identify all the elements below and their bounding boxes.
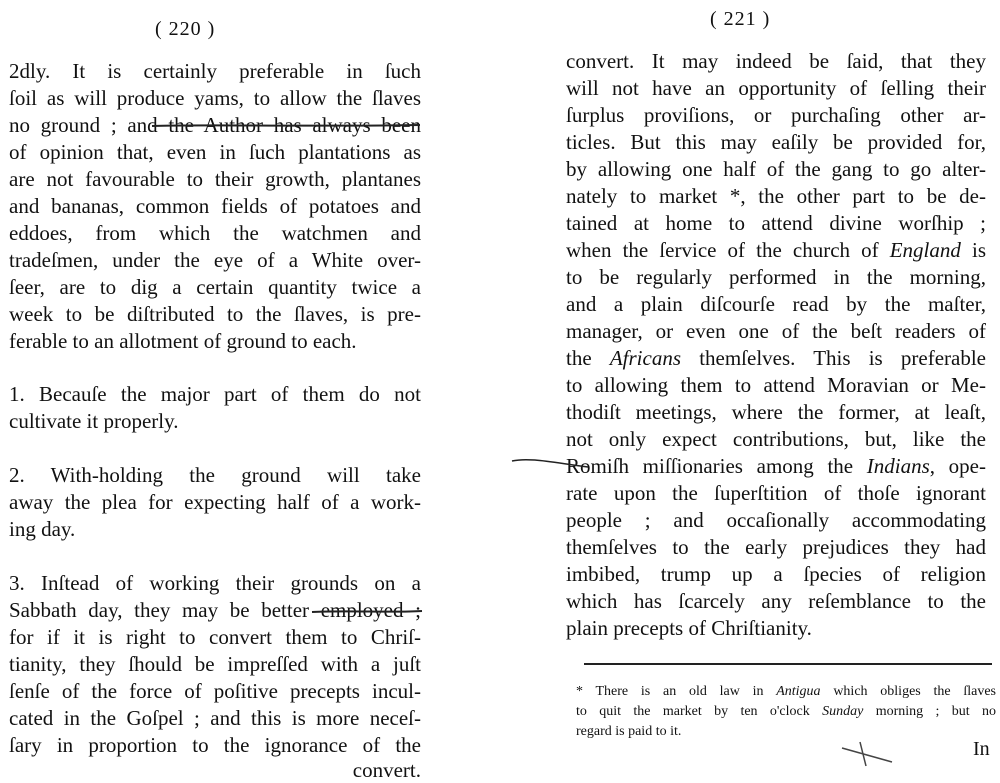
text-line: and a plain diſcourſe read by the maſter,	[566, 292, 986, 316]
text-line: ſary in proportion to the ignorance of the	[9, 733, 421, 757]
strikethrough-mark	[150, 112, 425, 138]
text-line: away the plea for expecting half of a work-	[9, 490, 421, 514]
text-line: of opinion that, even in ſuch plantations as	[9, 140, 421, 164]
text-line: themſelves to the early prejudices they had	[566, 535, 986, 559]
text-line: imbibed, trump up a ſpecies of religion	[566, 562, 986, 586]
text-line: ing day.	[9, 517, 76, 541]
text-line: ſurplus proviſions, or purchaſing other ar-	[566, 103, 986, 127]
text-line: ſenſe of the force of poſitive precepts incul-	[9, 679, 421, 703]
text-line: rate upon the ſuperſtition of thoſe ignorant	[566, 481, 986, 505]
text-line: manager, or even one of the beſt readers of	[566, 319, 986, 343]
text-line: are not favourable to their growth, plantanes	[9, 167, 421, 191]
text-line: to be regularly performed in the morning,	[566, 265, 986, 289]
text-line: 1. Becauſe the major part of them do not	[9, 382, 421, 406]
text-line: tianity, they ſhould be impreſſed with a juſt	[9, 652, 421, 676]
text-line: tained at home to attend divine worſhip ;	[566, 211, 986, 235]
text-line: no ground ; and the Author has always been	[9, 113, 421, 137]
right-page-number: ( 221 )	[710, 8, 771, 30]
text-line: will not have an opportunity of ſelling their	[566, 76, 986, 100]
text-line: ſoil as will produce yams, to allow the ſlaves	[9, 86, 421, 110]
footnote-rule	[584, 663, 992, 665]
text-line: Romiſh miſſionaries among the Indians, ope-	[566, 454, 986, 478]
catchword: In	[973, 738, 990, 760]
text-line: eddoes, from which the watchmen and	[9, 221, 421, 245]
text-line: 2. With-holding the ground will take	[9, 463, 421, 487]
text-line: ferable to an allotment of ground to each.	[9, 329, 357, 353]
text-line: convert. It may indeed be ſaid, that they	[566, 49, 986, 73]
footnote-line: * There is an old law in Antigua which obliges the ſlaves	[576, 684, 996, 699]
text-line: week to be diſtributed to the ſlaves, is pre-	[9, 302, 421, 326]
page-gutter	[470, 0, 540, 782]
text-line: to allowing them to attend Moravian or Me-	[566, 373, 986, 397]
text-line: Sabbath day, they may be better employed ;	[9, 598, 421, 622]
text-line: ticles. But this may eaſily be provided for,	[566, 130, 986, 154]
text-line: plain precepts of Chriſtianity.	[566, 616, 812, 640]
text-line: by allowing one half of the gang to go alter-	[566, 157, 986, 181]
text-line: ſeer, are to dig a certain quantity twice a	[9, 275, 421, 299]
text-line: nately to market *, the other part to be de-	[566, 184, 986, 208]
text-line: not only expect contributions, but, like the	[566, 427, 986, 451]
footnote-line: to quit the market by ten o'clock Sunday morning ; but no	[576, 704, 996, 719]
pen-mark	[510, 455, 590, 475]
text-line: people ; and occaſionally accommodating	[566, 508, 986, 532]
text-line: the Africans themſelves. This is preferable	[566, 346, 986, 370]
left-page-number: ( 220 )	[155, 18, 216, 40]
text-line: thodiſt meetings, where the former, at leaſt,	[566, 400, 986, 424]
text-line: 2dly. It is certainly preferable in ſuch	[9, 59, 421, 83]
footnote-line: regard is paid to it.	[576, 724, 682, 739]
left-page	[0, 0, 440, 782]
pen-mark	[840, 740, 900, 770]
text-line: 3. Inſtead of working their grounds on a	[9, 571, 421, 595]
text-line: convert.	[352, 758, 421, 782]
text-line: cated in the Goſpel ; and this is more neceſ-	[9, 706, 421, 730]
text-line: for if it is right to convert them to Chriſ-	[9, 625, 421, 649]
text-line: tradeſmen, under the eye of a White over-	[9, 248, 421, 272]
text-line: and bananas, common fields of potatoes and	[9, 194, 421, 218]
text-line: cultivate it properly.	[9, 409, 179, 433]
text-line: when the ſervice of the church of England is	[566, 238, 986, 262]
right-page	[540, 0, 1000, 782]
text-line: which has ſcarcely any reſemblance to the	[566, 589, 986, 613]
strikethrough-mark	[310, 598, 425, 624]
